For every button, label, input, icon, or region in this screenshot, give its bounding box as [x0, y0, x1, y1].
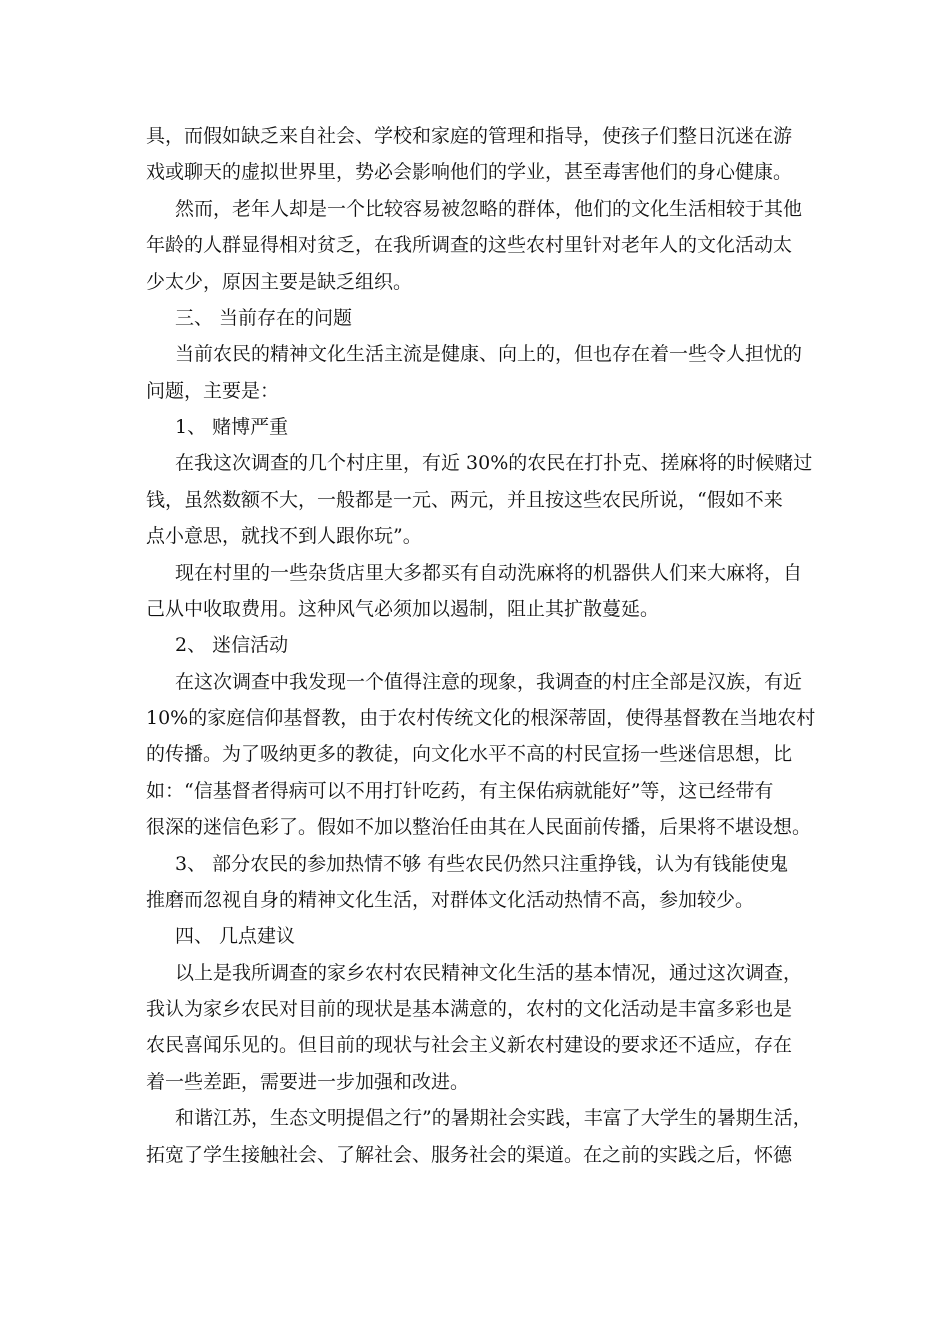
body-text-line: 着一些差距，需要进一步加强和改进。: [146, 1071, 470, 1093]
subsection-heading: 2、 迷信活动: [175, 634, 289, 656]
body-text-line: 如：“信基督者得病可以不用打针吃药，有主保佑病就能好”等，这已经带有: [146, 780, 774, 802]
body-text-line: 10%的家庭信仰基督教，由于农村传统文化的根深蒂固，使得基督教在当地农村: [146, 707, 816, 729]
body-text-line: 以上是我所调查的家乡农村农民精神文化生活的基本情况，通过这次调查，: [175, 962, 803, 984]
body-text-line: 和谐江苏，生态文明提倡之行”的暑期社会实践，丰富了大学生的暑期生活，: [175, 1107, 812, 1129]
section-heading: 四、 几点建议: [175, 925, 296, 947]
body-text-line: 很深的迷信色彩了。假如不加以整治任由其在人民面前传播，后果将不堪设想。: [146, 816, 812, 838]
body-text-line: 当前农民的精神文化生活主流是健康、向上的，但也存在着一些令人担忧的: [175, 343, 803, 365]
body-text-line: 推磨而忽视自身的精神文化生活，对群体文化活动热情不高，参加较少。: [146, 889, 755, 911]
body-text-line: 戏或聊天的虚拟世界里，势必会影响他们的学业，甚至毒害他们的身心健康。: [146, 161, 793, 183]
body-text-line: 钱，虽然数额不大，一般都是一元、两元，并且按这些农民所说，“假如不来: [146, 489, 783, 511]
body-text-line: 的传播。为了吸纳更多的教徒，向文化水平不高的村民宣扬一些迷信思想，比: [146, 743, 793, 765]
body-text-line: 年龄的人群显得相对贫乏，在我所调查的这些农村里针对老年人的文化活动太: [146, 234, 793, 256]
body-text-line: 点小意思，就找不到人跟你玩”。: [146, 525, 422, 547]
body-text-line: 在我这次调查的几个村庄里，有近 30%的农民在打扑克、搓麻将的时候赌过: [175, 452, 813, 474]
body-text-line: 然而，老年人却是一个比较容易被忽略的群体，他们的文化生活相较于其他: [175, 198, 803, 220]
body-text-line: 我认为家乡农民对目前的现状是基本满意的，农村的文化活动是丰富多彩也是: [146, 998, 793, 1020]
section-heading: 三、 当前存在的问题: [175, 307, 353, 329]
body-text-line: 问题，主要是：: [146, 380, 280, 402]
subsection-heading: 1、 赌博严重: [175, 416, 289, 438]
body-text-line: 现在村里的一些杂货店里大多都买有自动洗麻将的机器供人们来大麻将，自: [175, 562, 803, 584]
body-text-line: 己从中收取费用。这种风气必须加以遏制，阻止其扩散蔓延。: [146, 598, 660, 620]
body-text-line: 在这次调查中我发现一个值得注意的现象，我调查的村庄全部是汉族，有近: [175, 671, 803, 693]
body-text-line: 农民喜闻乐见的。但目前的现状与社会主义新农村建设的要求还不适应，存在: [146, 1034, 793, 1056]
subsection-heading: 3、 部分农民的参加热情不够 有些农民仍然只注重挣钱，认为有钱能使鬼: [175, 853, 789, 875]
body-text-line: 少太少，原因主要是缺乏组织。: [146, 271, 413, 293]
body-text-line: 拓宽了学生接触社会、了解社会、服务社会的渠道。在之前的实践之后，怀德: [146, 1144, 793, 1166]
body-text-line: 具，而假如缺乏来自社会、学校和家庭的管理和指导，使孩子们整日沉迷在游: [146, 125, 793, 147]
